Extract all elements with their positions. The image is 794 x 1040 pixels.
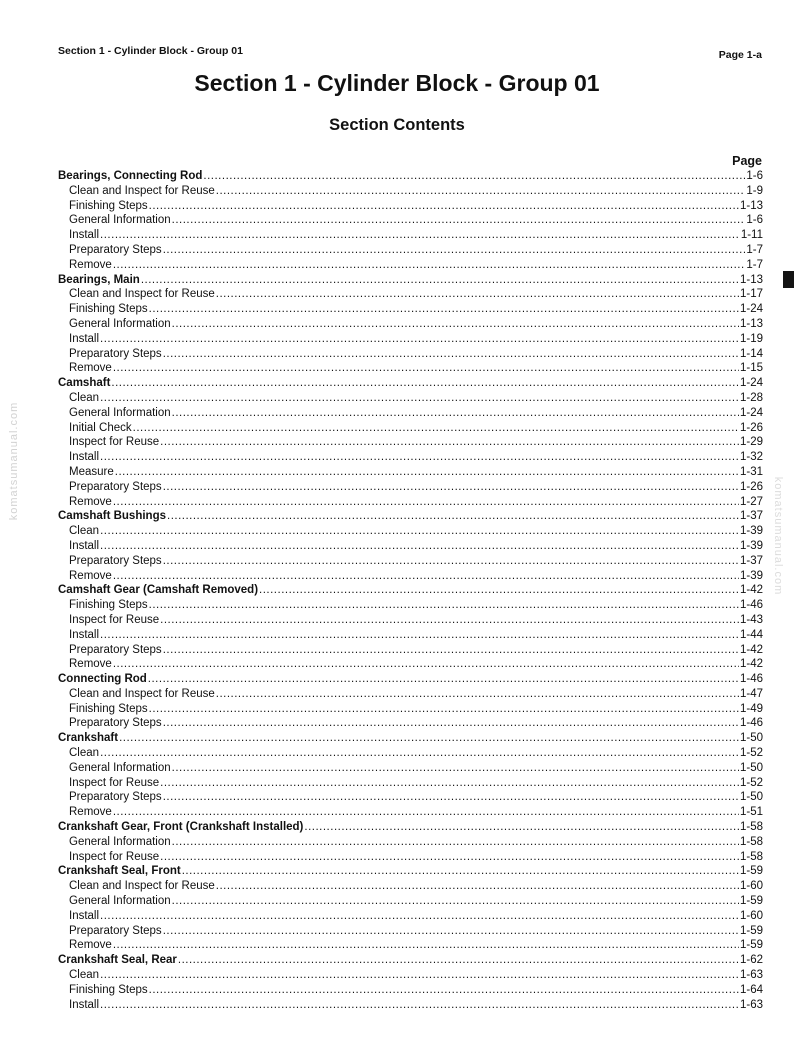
toc-subentry bbox=[58, 879, 763, 894]
toc-entry-label: Install bbox=[69, 451, 100, 464]
toc-entry-label: General Information bbox=[69, 761, 171, 774]
toc-dot-leader bbox=[115, 465, 739, 480]
toc-entry-page: 1-11 bbox=[740, 229, 763, 242]
toc-subentry bbox=[58, 184, 763, 199]
toc-entry-page: 1-52 bbox=[739, 776, 763, 789]
toc-entry-page: 1-44 bbox=[739, 628, 763, 641]
toc-entry-page: 1-26 bbox=[739, 421, 763, 434]
toc-entry-label: Remove bbox=[69, 495, 112, 508]
toc-dot-leader bbox=[178, 953, 739, 968]
toc-subentry bbox=[58, 480, 763, 495]
toc-dot-leader bbox=[100, 332, 739, 347]
toc-section-entry bbox=[58, 509, 763, 524]
toc-entry-page: 1-42 bbox=[739, 643, 763, 656]
toc-entry-page: 1-13 bbox=[739, 199, 763, 212]
toc-dot-leader bbox=[172, 406, 739, 421]
toc-subentry bbox=[58, 983, 763, 998]
toc-subentry bbox=[58, 524, 763, 539]
page-title: Section 1 - Cylinder Block - Group 01 bbox=[194, 70, 600, 96]
page-column-header: Page bbox=[732, 154, 762, 168]
toc-dot-leader bbox=[113, 657, 739, 672]
toc-entry-label: General Information bbox=[69, 406, 171, 419]
toc-subentry bbox=[58, 805, 763, 820]
toc-subentry bbox=[58, 776, 763, 791]
toc-subentry bbox=[58, 924, 763, 939]
toc-entry-label: Preparatory Steps bbox=[69, 554, 162, 567]
toc-subentry bbox=[58, 347, 763, 362]
toc-dot-leader bbox=[163, 924, 739, 939]
toc-subentry bbox=[58, 406, 763, 421]
page-label: Page 1-a bbox=[718, 49, 762, 61]
toc-entry-page: 1-42 bbox=[739, 584, 763, 597]
toc-entry-page: 1-46 bbox=[739, 673, 763, 686]
toc-dot-leader bbox=[149, 302, 739, 317]
toc-entry-page: 1-50 bbox=[739, 761, 763, 774]
toc-dot-leader bbox=[203, 169, 745, 184]
toc-entry-page: 1-59 bbox=[739, 865, 763, 878]
toc-subentry bbox=[58, 894, 763, 909]
toc-dot-leader bbox=[100, 909, 739, 924]
toc-entry-page: 1-7 bbox=[746, 243, 763, 256]
toc-subentry bbox=[58, 391, 763, 406]
toc-section-entry bbox=[58, 583, 763, 598]
toc-entry-label: Remove bbox=[69, 569, 112, 582]
toc-subentry bbox=[58, 716, 763, 731]
toc-entry-label: Bearings, Connecting Rod bbox=[58, 170, 203, 182]
toc-entry-label: Connecting Rod bbox=[58, 673, 147, 686]
toc-subentry bbox=[58, 998, 763, 1013]
toc-entry-page: 1-39 bbox=[739, 569, 763, 582]
toc-subentry bbox=[58, 850, 763, 865]
toc-dot-leader bbox=[149, 598, 739, 613]
toc-entry-label: General Information bbox=[69, 214, 171, 227]
toc-subentry bbox=[58, 465, 763, 480]
toc-entry-label: General Information bbox=[69, 835, 171, 848]
toc-dot-leader bbox=[149, 199, 739, 214]
toc-entry-label: Remove bbox=[69, 258, 112, 271]
toc-dot-leader bbox=[172, 894, 739, 909]
toc-entry-page: 1-63 bbox=[739, 998, 763, 1011]
toc-entry-label: Install bbox=[69, 998, 100, 1011]
toc-subentry bbox=[58, 435, 763, 450]
toc-entry-page: 1-37 bbox=[739, 510, 763, 523]
toc-dot-leader bbox=[304, 820, 739, 835]
toc-subentry bbox=[58, 687, 763, 702]
toc-entry-page: 1-17 bbox=[739, 288, 763, 301]
toc-entry-label: Measure bbox=[69, 465, 114, 478]
toc-entry-page: 1-64 bbox=[739, 983, 763, 996]
toc-entry-page: 1-39 bbox=[739, 539, 763, 552]
toc-subentry bbox=[58, 569, 763, 584]
table-of-contents bbox=[58, 169, 763, 1012]
toc-entry-label: Preparatory Steps bbox=[69, 480, 162, 493]
toc-subentry bbox=[58, 539, 763, 554]
toc-dot-leader bbox=[149, 983, 739, 998]
toc-dot-leader bbox=[216, 184, 746, 199]
toc-entry-page: 1-24 bbox=[739, 377, 763, 390]
toc-entry-label: General Information bbox=[69, 895, 171, 908]
toc-subentry bbox=[58, 450, 763, 465]
toc-subentry bbox=[58, 213, 763, 228]
toc-entry-label: Camshaft Bushings bbox=[58, 510, 166, 523]
toc-dot-leader bbox=[100, 628, 739, 643]
toc-entry-label: Crankshaft Gear, Front (Crankshaft Installed) bbox=[58, 821, 304, 834]
toc-entry-page: 1-59 bbox=[739, 924, 763, 937]
toc-dot-leader bbox=[163, 480, 739, 495]
toc-dot-leader bbox=[259, 583, 739, 598]
toc-subentry bbox=[58, 554, 763, 569]
toc-dot-leader bbox=[167, 509, 739, 524]
toc-dot-leader bbox=[100, 968, 739, 983]
toc-dot-leader bbox=[160, 776, 739, 791]
toc-entry-page: 1-58 bbox=[739, 835, 763, 848]
toc-dot-leader bbox=[113, 258, 746, 273]
toc-entry-page: 1-26 bbox=[739, 480, 763, 493]
toc-section-entry bbox=[58, 820, 763, 835]
toc-dot-leader bbox=[160, 850, 739, 865]
toc-entry-page: 1-19 bbox=[739, 332, 763, 345]
section-contents-heading: Section Contents bbox=[329, 116, 465, 134]
toc-entry-page: 1-28 bbox=[739, 391, 763, 404]
toc-entry-page: 1-27 bbox=[739, 495, 763, 508]
toc-entry-label: Camshaft bbox=[58, 377, 111, 390]
toc-entry-label: Preparatory Steps bbox=[69, 791, 162, 804]
toc-entry-page: 1-58 bbox=[739, 821, 763, 834]
toc-dot-leader bbox=[133, 421, 739, 436]
toc-entry-page: 1-60 bbox=[739, 909, 763, 922]
toc-entry-page: 1-42 bbox=[739, 658, 763, 671]
toc-entry-label: Crankshaft bbox=[58, 732, 119, 745]
toc-entry-label: Install bbox=[69, 628, 100, 641]
toc-subentry bbox=[58, 613, 763, 628]
toc-entry-label: Finishing Steps bbox=[69, 199, 148, 212]
toc-entry-page: 1-24 bbox=[739, 303, 763, 316]
toc-section-entry bbox=[58, 672, 763, 687]
toc-entry-label: Preparatory Steps bbox=[69, 924, 162, 937]
toc-dot-leader bbox=[113, 805, 739, 820]
toc-subentry bbox=[58, 746, 763, 761]
toc-dot-leader bbox=[216, 287, 739, 302]
toc-dot-leader bbox=[163, 716, 739, 731]
toc-entry-page: 1-32 bbox=[739, 451, 763, 464]
toc-entry-label: Clean and Inspect for Reuse bbox=[69, 288, 215, 301]
toc-entry-label: Initial Check bbox=[69, 421, 132, 434]
toc-dot-leader bbox=[172, 317, 739, 332]
toc-dot-leader bbox=[148, 672, 739, 687]
toc-entry-page: 1-60 bbox=[739, 880, 763, 893]
toc-entry-label: Remove bbox=[69, 806, 112, 819]
toc-dot-leader bbox=[160, 435, 739, 450]
toc-subentry bbox=[58, 361, 763, 376]
toc-entry-page: 1-29 bbox=[739, 436, 763, 449]
toc-dot-leader bbox=[149, 702, 739, 717]
section-tab-marker bbox=[783, 271, 794, 288]
toc-entry-page: 1-13 bbox=[739, 273, 763, 286]
toc-dot-leader bbox=[111, 376, 739, 391]
toc-entry-page: 1-46 bbox=[739, 599, 763, 612]
toc-section-entry bbox=[58, 169, 763, 184]
toc-dot-leader bbox=[172, 835, 739, 850]
toc-entry-page: 1-24 bbox=[739, 406, 763, 419]
toc-dot-leader bbox=[100, 539, 739, 554]
toc-entry-label: Clean and Inspect for Reuse bbox=[69, 184, 215, 197]
toc-entry-label: Remove bbox=[69, 939, 112, 952]
toc-entry-page: 1-39 bbox=[739, 525, 763, 538]
toc-section-entry bbox=[58, 731, 763, 746]
toc-entry-label: Install bbox=[69, 229, 100, 242]
toc-dot-leader bbox=[163, 554, 739, 569]
toc-entry-label: Finishing Steps bbox=[69, 303, 148, 316]
toc-entry-label: Inspect for Reuse bbox=[69, 436, 160, 449]
toc-dot-leader bbox=[163, 243, 746, 258]
toc-subentry bbox=[58, 287, 763, 302]
toc-subentry bbox=[58, 598, 763, 613]
toc-entry-page: 1-7 bbox=[746, 258, 763, 271]
toc-entry-label: Install bbox=[69, 909, 100, 922]
toc-subentry bbox=[58, 258, 763, 273]
toc-entry-label: Inspect for Reuse bbox=[69, 850, 160, 863]
toc-entry-label: Crankshaft Seal, Front bbox=[58, 865, 181, 878]
toc-entry-page: 1-46 bbox=[739, 717, 763, 730]
toc-subentry bbox=[58, 657, 763, 672]
toc-entry-label: Preparatory Steps bbox=[69, 347, 162, 360]
toc-dot-leader bbox=[100, 391, 739, 406]
toc-subentry bbox=[58, 938, 763, 953]
toc-entry-label: Remove bbox=[69, 362, 112, 375]
watermark-left-text: komatsumanual.com bbox=[8, 401, 20, 521]
toc-entry-page: 1-6 bbox=[746, 170, 763, 182]
toc-dot-leader bbox=[119, 731, 739, 746]
toc-subentry bbox=[58, 302, 763, 317]
toc-subentry bbox=[58, 332, 763, 347]
toc-subentry bbox=[58, 228, 763, 243]
toc-subentry bbox=[58, 968, 763, 983]
toc-entry-page: 1-51 bbox=[739, 806, 763, 819]
toc-dot-leader bbox=[113, 361, 739, 376]
toc-entry-label: Preparatory Steps bbox=[69, 717, 162, 730]
toc-entry-page: 1-47 bbox=[739, 687, 763, 700]
toc-entry-page: 1-37 bbox=[739, 554, 763, 567]
toc-entry-label: Bearings, Main bbox=[58, 273, 140, 286]
toc-entry-page: 1-62 bbox=[739, 954, 763, 967]
toc-subentry bbox=[58, 643, 763, 658]
toc-dot-leader bbox=[100, 450, 739, 465]
toc-subentry bbox=[58, 909, 763, 924]
toc-section-entry bbox=[58, 273, 763, 288]
toc-dot-leader bbox=[163, 643, 739, 658]
toc-subentry bbox=[58, 702, 763, 717]
toc-entry-label: Clean bbox=[69, 525, 100, 538]
toc-entry-page: 1-59 bbox=[739, 939, 763, 952]
toc-section-entry bbox=[58, 953, 763, 968]
toc-entry-label: Clean bbox=[69, 969, 100, 982]
running-head: Section 1 - Cylinder Block - Group 01 bbox=[58, 45, 243, 57]
watermark-right-text: komatsumanual.com bbox=[772, 476, 784, 596]
toc-subentry bbox=[58, 199, 763, 214]
toc-entry-label: Crankshaft Seal, Rear bbox=[58, 954, 177, 967]
toc-entry-label: Clean and Inspect for Reuse bbox=[69, 880, 215, 893]
toc-subentry bbox=[58, 790, 763, 805]
toc-entry-page: 1-43 bbox=[739, 613, 763, 626]
toc-subentry bbox=[58, 421, 763, 436]
toc-dot-leader bbox=[100, 746, 739, 761]
toc-entry-page: 1-63 bbox=[739, 969, 763, 982]
toc-entry-label: Finishing Steps bbox=[69, 599, 148, 612]
toc-dot-leader bbox=[141, 273, 739, 288]
toc-subentry bbox=[58, 317, 763, 332]
toc-dot-leader bbox=[113, 495, 739, 510]
toc-entry-page: 1-31 bbox=[739, 465, 763, 478]
toc-section-entry bbox=[58, 864, 763, 879]
toc-entry-label: Clean and Inspect for Reuse bbox=[69, 687, 215, 700]
toc-subentry bbox=[58, 243, 763, 258]
toc-subentry bbox=[58, 495, 763, 510]
toc-entry-label: Install bbox=[69, 332, 100, 345]
toc-dot-leader bbox=[216, 879, 739, 894]
toc-dot-leader bbox=[182, 864, 739, 879]
toc-entry-page: 1-50 bbox=[739, 732, 763, 745]
toc-entry-page: 1-14 bbox=[739, 347, 763, 360]
toc-entry-page: 1-9 bbox=[746, 184, 763, 197]
toc-entry-label: Inspect for Reuse bbox=[69, 613, 160, 626]
toc-entry-page: 1-58 bbox=[739, 850, 763, 863]
toc-entry-page: 1-52 bbox=[739, 747, 763, 760]
toc-entry-label: General Information bbox=[69, 317, 171, 330]
toc-dot-leader bbox=[172, 213, 746, 228]
toc-entry-label: Finishing Steps bbox=[69, 983, 148, 996]
toc-entry-page: 1-59 bbox=[739, 895, 763, 908]
toc-entry-page: 1-15 bbox=[739, 362, 763, 375]
toc-dot-leader bbox=[163, 347, 739, 362]
toc-entry-label: Install bbox=[69, 539, 100, 552]
toc-dot-leader bbox=[163, 790, 739, 805]
toc-entry-label: Remove bbox=[69, 658, 112, 671]
toc-entry-page: 1-6 bbox=[746, 214, 763, 227]
toc-section-entry bbox=[58, 376, 763, 391]
toc-dot-leader bbox=[172, 761, 739, 776]
toc-dot-leader bbox=[113, 938, 739, 953]
toc-entry-label: Preparatory Steps bbox=[69, 643, 162, 656]
toc-entry-label: Finishing Steps bbox=[69, 702, 148, 715]
toc-entry-page: 1-13 bbox=[739, 317, 763, 330]
toc-subentry bbox=[58, 628, 763, 643]
toc-entry-label: Clean bbox=[69, 747, 100, 760]
toc-dot-leader bbox=[100, 524, 739, 539]
toc-entry-page: 1-49 bbox=[739, 702, 763, 715]
toc-entry-label: Clean bbox=[69, 391, 100, 404]
toc-entry-label: Preparatory Steps bbox=[69, 243, 162, 256]
toc-dot-leader bbox=[160, 613, 739, 628]
toc-dot-leader bbox=[216, 687, 739, 702]
toc-dot-leader bbox=[100, 228, 740, 243]
toc-entry-label: Camshaft Gear (Camshaft Removed) bbox=[58, 584, 259, 597]
toc-entry-label: Inspect for Reuse bbox=[69, 776, 160, 789]
toc-dot-leader bbox=[100, 998, 739, 1013]
toc-entry-page: 1-50 bbox=[739, 791, 763, 804]
toc-subentry bbox=[58, 835, 763, 850]
toc-subentry bbox=[58, 761, 763, 776]
toc-dot-leader bbox=[113, 569, 739, 584]
